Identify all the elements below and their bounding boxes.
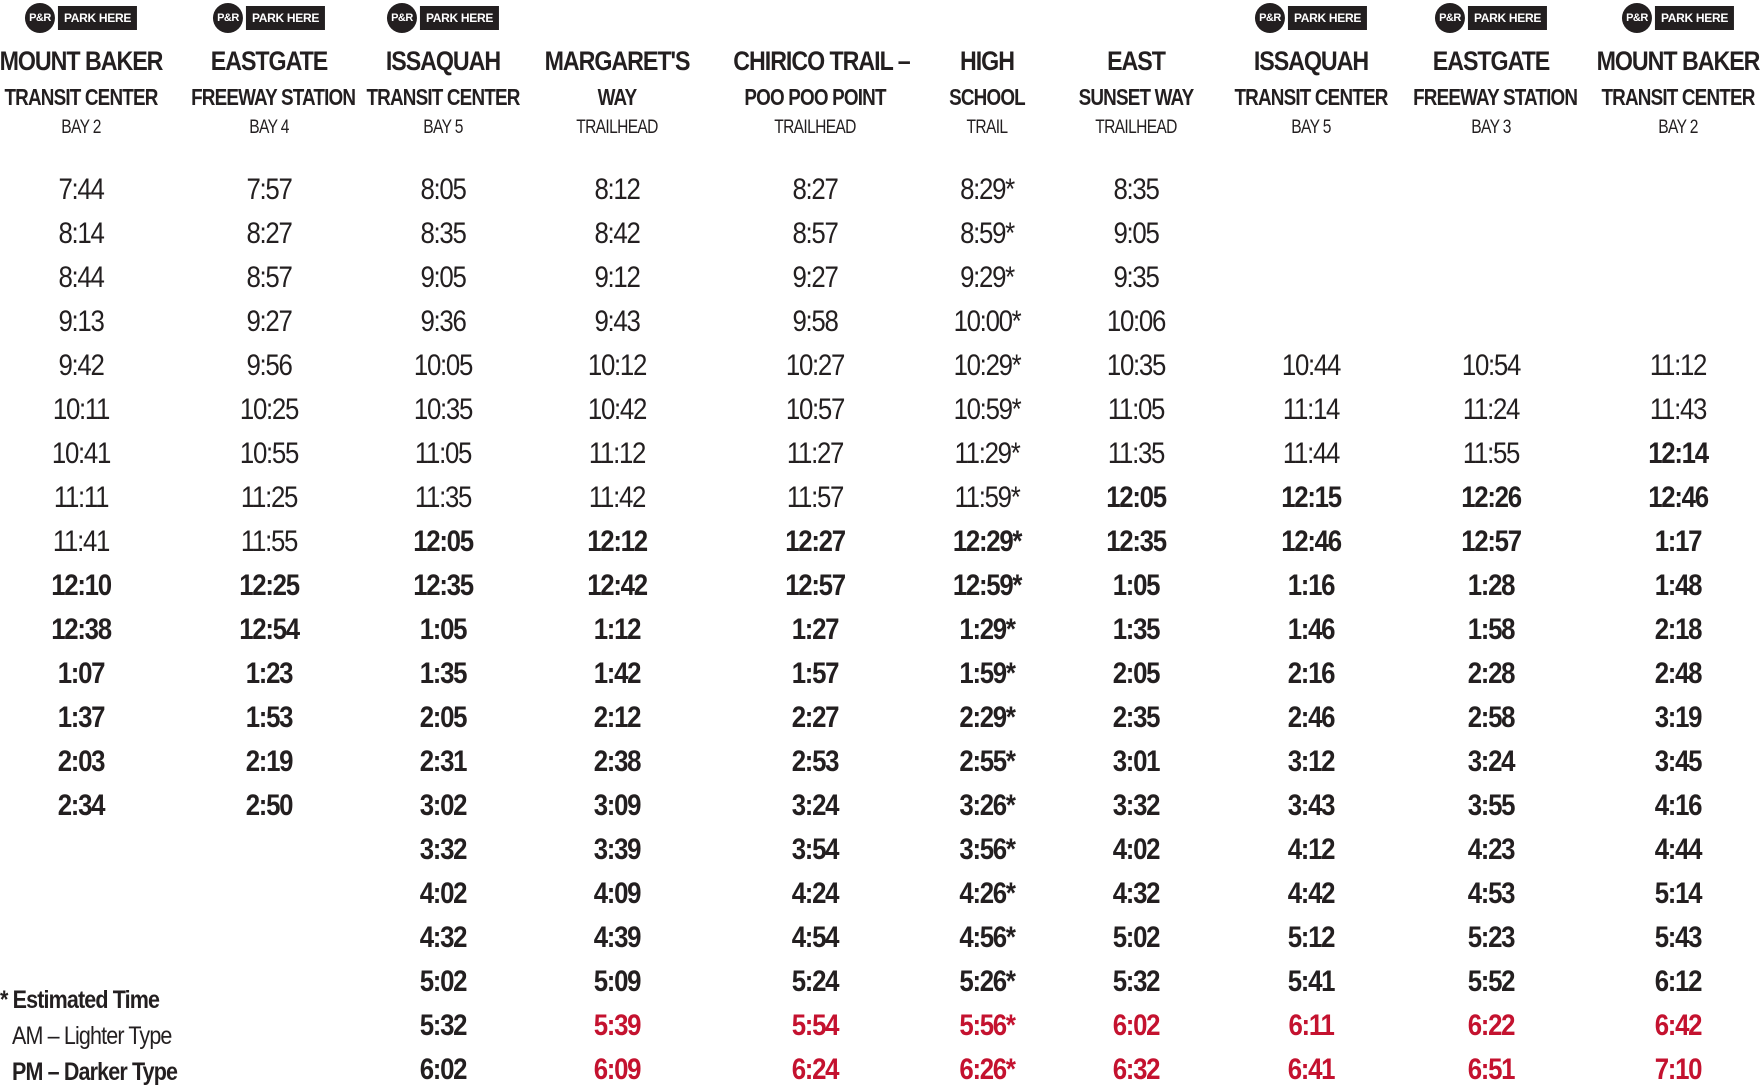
departure-time: 8:35 bbox=[420, 217, 466, 250]
departure-time: 1:12 bbox=[593, 613, 641, 646]
departure-time: 1:05 bbox=[419, 613, 467, 646]
departure-time: 8:27 bbox=[246, 217, 292, 250]
departure-time: 11:57 bbox=[786, 481, 844, 514]
departure-time: 1:58 bbox=[1467, 613, 1515, 646]
departure-time: 5:24 bbox=[791, 965, 839, 998]
departure-time: 11:43 bbox=[1649, 393, 1707, 426]
departure-time: 12:35 bbox=[1106, 525, 1166, 558]
departure-time: 11:11 bbox=[53, 481, 109, 514]
departure-time: 10:41 bbox=[51, 437, 111, 470]
departure-time: 5:09 bbox=[593, 965, 641, 998]
departure-time: 4:02 bbox=[419, 877, 467, 910]
departure-time: 1:05 bbox=[1112, 569, 1160, 602]
departure-time: 9:56 bbox=[246, 349, 292, 382]
stop-subtitle: SCHOOL bbox=[949, 84, 1025, 110]
departure-time: 5:32 bbox=[419, 1009, 467, 1042]
departure-time: 1:42 bbox=[593, 657, 641, 690]
park-ride-icon: P&R bbox=[25, 3, 55, 33]
departure-time: 2:58 bbox=[1467, 701, 1515, 734]
departure-time: 5:12 bbox=[1287, 921, 1335, 954]
park-ride-badge bbox=[1435, 3, 1547, 33]
departure-time: 4:02 bbox=[1112, 833, 1160, 866]
departure-time: 10:35 bbox=[1106, 349, 1166, 382]
departure-time: 6:02 bbox=[419, 1053, 467, 1086]
departure-time: 11:25 bbox=[240, 481, 298, 514]
departure-time: 11:24 bbox=[1462, 393, 1520, 426]
departure-time: 1:57 bbox=[791, 657, 839, 690]
departure-time: 1:23 bbox=[245, 657, 293, 690]
departure-time: 2:27 bbox=[791, 701, 839, 734]
stop-subtitle: WAY bbox=[597, 84, 637, 110]
departure-time: 1:53 bbox=[245, 701, 293, 734]
departure-time: 7:44 bbox=[58, 173, 104, 206]
departure-time: 1:37 bbox=[57, 701, 105, 734]
departure-time: 11:59* bbox=[954, 481, 1020, 514]
park-ride-badge bbox=[1622, 3, 1734, 33]
park-ride-icon: P&R bbox=[1435, 3, 1465, 33]
departure-time: 3:54 bbox=[791, 833, 839, 866]
departure-time: 12:42 bbox=[587, 569, 647, 602]
departure-time: 2:31 bbox=[419, 745, 467, 778]
departure-time: 10:42 bbox=[587, 393, 647, 426]
park-here-label: PARK HERE bbox=[1655, 6, 1734, 30]
departure-time: 12:27 bbox=[785, 525, 845, 558]
departure-time: 12:12 bbox=[587, 525, 647, 558]
departure-time: 8:14 bbox=[58, 217, 104, 250]
departure-time: 3:32 bbox=[1112, 789, 1160, 822]
departure-time: 9:35 bbox=[1113, 261, 1159, 294]
departure-time: 4:12 bbox=[1287, 833, 1335, 866]
stop-detail: TRAIL bbox=[966, 117, 1008, 138]
departure-time: 11:29* bbox=[954, 437, 1020, 470]
park-here-label: PARK HERE bbox=[246, 6, 325, 30]
stop-name: HIGH bbox=[960, 46, 1014, 76]
departure-time: 1:17 bbox=[1654, 525, 1702, 558]
departure-time: 10:55 bbox=[239, 437, 299, 470]
departure-time: 3:55 bbox=[1467, 789, 1515, 822]
departure-time: 10:59* bbox=[953, 393, 1021, 426]
departure-time: 2:46 bbox=[1287, 701, 1335, 734]
departure-time: 1:35 bbox=[419, 657, 467, 690]
departure-time: 8:12 bbox=[594, 173, 640, 206]
departure-time: 3:32 bbox=[419, 833, 467, 866]
departure-time: 4:23 bbox=[1467, 833, 1515, 866]
departure-time: 5:02 bbox=[419, 965, 467, 998]
departure-time: 6:51 bbox=[1467, 1053, 1515, 1086]
departure-time: 1:07 bbox=[57, 657, 105, 690]
departure-time: 11:05 bbox=[414, 437, 472, 470]
stop-subtitle: TRANSIT CENTER bbox=[1234, 84, 1388, 110]
departure-time: 2:34 bbox=[57, 789, 105, 822]
departure-time: 3:45 bbox=[1654, 745, 1702, 778]
departure-time: 12:57 bbox=[1461, 525, 1521, 558]
departure-time: 1:48 bbox=[1654, 569, 1702, 602]
legend-estimated: * Estimated Time bbox=[0, 986, 160, 1014]
departure-time: 2:28 bbox=[1467, 657, 1515, 690]
departure-time: 11:12 bbox=[588, 437, 646, 470]
departure-time: 7:57 bbox=[246, 173, 292, 206]
departure-time: 8:27 bbox=[792, 173, 838, 206]
departure-time: 3:26* bbox=[959, 789, 1015, 822]
departure-time: 2:48 bbox=[1654, 657, 1702, 690]
stop-subtitle: TRANSIT CENTER bbox=[1601, 84, 1755, 110]
departure-time: 1:29* bbox=[959, 613, 1015, 646]
stop-name: ISSAQUAH bbox=[1253, 46, 1369, 76]
park-here-label: PARK HERE bbox=[1288, 6, 1367, 30]
departure-time: 6:02 bbox=[1112, 1009, 1160, 1042]
departure-time: 4:39 bbox=[593, 921, 641, 954]
departure-time: 12:38 bbox=[51, 613, 111, 646]
stop-name: MOUNT BAKER bbox=[1596, 46, 1760, 76]
departure-time: 11:35 bbox=[1107, 437, 1165, 470]
departure-time: 12:35 bbox=[413, 569, 473, 602]
departure-time: 8:57 bbox=[792, 217, 838, 250]
departure-time: 6:26* bbox=[959, 1053, 1015, 1086]
departure-time: 9:42 bbox=[58, 349, 104, 382]
departure-time: 9:29* bbox=[960, 261, 1014, 294]
park-ride-icon: P&R bbox=[387, 3, 417, 33]
departure-time: 1:28 bbox=[1467, 569, 1515, 602]
departure-time: 2:03 bbox=[57, 745, 105, 778]
stop-name: MARGARET'S bbox=[544, 46, 690, 76]
stop-detail: BAY 5 bbox=[1291, 117, 1331, 138]
stop-detail: BAY 4 bbox=[249, 117, 289, 138]
departure-time: 9:05 bbox=[420, 261, 466, 294]
departure-time: 10:54 bbox=[1461, 349, 1521, 382]
departure-time: 9:13 bbox=[58, 305, 104, 338]
departure-time: 6:12 bbox=[1654, 965, 1702, 998]
departure-time: 12:57 bbox=[785, 569, 845, 602]
departure-time: 8:29* bbox=[960, 173, 1014, 206]
departure-time: 7:10 bbox=[1654, 1053, 1702, 1086]
departure-time: 5:56* bbox=[959, 1009, 1015, 1042]
departure-time: 12:05 bbox=[413, 525, 473, 558]
departure-time: 5:39 bbox=[593, 1009, 641, 1042]
park-ride-badge bbox=[25, 3, 137, 33]
departure-time: 3:02 bbox=[419, 789, 467, 822]
departure-time: 12:10 bbox=[51, 569, 111, 602]
departure-time: 9:27 bbox=[792, 261, 838, 294]
legend-pm: PM – Darker Type bbox=[12, 1058, 178, 1086]
departure-time: 3:43 bbox=[1287, 789, 1335, 822]
departure-time: 1:27 bbox=[791, 613, 839, 646]
departure-time: 11:44 bbox=[1282, 437, 1340, 470]
departure-time: 12:46 bbox=[1648, 481, 1708, 514]
stop-subtitle: FREEWAY STATION bbox=[191, 84, 356, 110]
departure-time: 5:02 bbox=[1112, 921, 1160, 954]
stop-detail: TRAILHEAD bbox=[1095, 117, 1177, 138]
departure-time: 3:56* bbox=[959, 833, 1015, 866]
departure-time: 10:11 bbox=[52, 393, 110, 426]
stop-name: EAST bbox=[1107, 46, 1165, 76]
departure-time: 10:57 bbox=[785, 393, 845, 426]
stop-subtitle: TRANSIT CENTER bbox=[366, 84, 520, 110]
departure-time: 5:26* bbox=[959, 965, 1015, 998]
stop-name: EASTGATE bbox=[210, 46, 328, 76]
departure-time: 10:25 bbox=[239, 393, 299, 426]
park-here-label: PARK HERE bbox=[1468, 6, 1547, 30]
departure-time: 9:12 bbox=[594, 261, 640, 294]
departure-time: 5:54 bbox=[791, 1009, 839, 1042]
departure-time: 10:44 bbox=[1281, 349, 1341, 382]
stop-detail: BAY 2 bbox=[1658, 117, 1698, 138]
departure-time: 12:59* bbox=[952, 569, 1022, 602]
departure-time: 4:26* bbox=[959, 877, 1015, 910]
departure-time: 10:05 bbox=[413, 349, 473, 382]
departure-time: 8:05 bbox=[420, 173, 466, 206]
park-ride-icon: P&R bbox=[213, 3, 243, 33]
departure-time: 3:39 bbox=[593, 833, 641, 866]
departure-time: 12:54 bbox=[239, 613, 299, 646]
departure-time: 11:14 bbox=[1282, 393, 1340, 426]
stop-subtitle: SUNSET WAY bbox=[1078, 84, 1194, 110]
stop-name: ISSAQUAH bbox=[385, 46, 501, 76]
park-ride-icon: P&R bbox=[1622, 3, 1652, 33]
park-here-label: PARK HERE bbox=[58, 6, 137, 30]
departure-time: 8:57 bbox=[246, 261, 292, 294]
park-ride-icon: P&R bbox=[1255, 3, 1285, 33]
departure-time: 9:58 bbox=[792, 305, 838, 338]
departure-time: 8:42 bbox=[594, 217, 640, 250]
stop-name: CHIRICO TRAIL – bbox=[733, 46, 910, 76]
departure-time: 6:09 bbox=[593, 1053, 641, 1086]
departure-time: 6:11 bbox=[1288, 1009, 1334, 1042]
departure-time: 12:29* bbox=[952, 525, 1022, 558]
departure-time: 9:43 bbox=[594, 305, 640, 338]
departure-time: 2:12 bbox=[593, 701, 641, 734]
departure-time: 2:29* bbox=[959, 701, 1015, 734]
departure-time: 10:12 bbox=[587, 349, 647, 382]
departure-time: 1:35 bbox=[1112, 613, 1160, 646]
departure-time: 8:44 bbox=[58, 261, 104, 294]
stop-detail: TRAILHEAD bbox=[774, 117, 856, 138]
departure-time: 4:53 bbox=[1467, 877, 1515, 910]
departure-time: 9:36 bbox=[420, 305, 466, 338]
departure-time: 3:01 bbox=[1112, 745, 1160, 778]
stop-subtitle: POO POO POINT bbox=[744, 84, 886, 110]
departure-time: 3:19 bbox=[1654, 701, 1702, 734]
departure-time: 12:25 bbox=[239, 569, 299, 602]
departure-time: 9:27 bbox=[246, 305, 292, 338]
departure-time: 5:52 bbox=[1467, 965, 1515, 998]
legend-am: AM – Lighter Type bbox=[12, 1022, 172, 1050]
departure-time: 5:32 bbox=[1112, 965, 1160, 998]
park-ride-badge bbox=[1255, 3, 1367, 33]
departure-time: 5:41 bbox=[1287, 965, 1335, 998]
departure-time: 2:16 bbox=[1287, 657, 1335, 690]
departure-time: 5:43 bbox=[1654, 921, 1702, 954]
stop-detail: BAY 2 bbox=[61, 117, 101, 138]
departure-time: 3:09 bbox=[593, 789, 641, 822]
departure-time: 3:24 bbox=[791, 789, 839, 822]
departure-time: 8:59* bbox=[960, 217, 1014, 250]
departure-time: 1:59* bbox=[959, 657, 1015, 690]
departure-time: 2:55* bbox=[959, 745, 1015, 778]
departure-time: 11:41 bbox=[52, 525, 110, 558]
departure-time: 11:55 bbox=[240, 525, 298, 558]
departure-time: 2:05 bbox=[419, 701, 467, 734]
departure-time: 2:05 bbox=[1112, 657, 1160, 690]
departure-time: 2:18 bbox=[1654, 613, 1702, 646]
departure-time: 4:54 bbox=[791, 921, 839, 954]
departure-time: 10:35 bbox=[413, 393, 473, 426]
departure-time: 3:24 bbox=[1467, 745, 1515, 778]
departure-time: 12:15 bbox=[1281, 481, 1341, 514]
departure-time: 6:22 bbox=[1467, 1009, 1515, 1042]
departure-time: 11:35 bbox=[414, 481, 472, 514]
departure-time: 10:29* bbox=[953, 349, 1021, 382]
park-here-label: PARK HERE bbox=[420, 6, 499, 30]
departure-time: 6:32 bbox=[1112, 1053, 1160, 1086]
departure-time: 6:41 bbox=[1287, 1053, 1335, 1086]
departure-time: 11:55 bbox=[1462, 437, 1520, 470]
departure-time: 6:42 bbox=[1654, 1009, 1702, 1042]
stop-name: EASTGATE bbox=[1432, 46, 1550, 76]
departure-time: 11:05 bbox=[1107, 393, 1165, 426]
departure-time: 4:24 bbox=[791, 877, 839, 910]
departure-time: 4:44 bbox=[1654, 833, 1702, 866]
departure-time: 4:56* bbox=[959, 921, 1015, 954]
departure-time: 6:24 bbox=[791, 1053, 839, 1086]
departure-time: 2:53 bbox=[791, 745, 839, 778]
departure-time: 10:06 bbox=[1106, 305, 1166, 338]
departure-time: 12:14 bbox=[1648, 437, 1708, 470]
departure-time: 4:09 bbox=[593, 877, 641, 910]
departure-time: 12:46 bbox=[1281, 525, 1341, 558]
departure-time: 11:42 bbox=[588, 481, 646, 514]
departure-time: 4:32 bbox=[419, 921, 467, 954]
stop-detail: TRAILHEAD bbox=[576, 117, 658, 138]
stop-subtitle: TRANSIT CENTER bbox=[4, 84, 158, 110]
departure-time: 3:12 bbox=[1287, 745, 1335, 778]
departure-time: 11:27 bbox=[786, 437, 844, 470]
departure-time: 1:16 bbox=[1287, 569, 1335, 602]
departure-time: 12:05 bbox=[1106, 481, 1166, 514]
departure-time: 4:42 bbox=[1287, 877, 1335, 910]
park-ride-badge bbox=[213, 3, 325, 33]
departure-time: 10:00* bbox=[953, 305, 1021, 338]
departure-time: 2:35 bbox=[1112, 701, 1160, 734]
departure-time: 9:05 bbox=[1113, 217, 1159, 250]
stop-subtitle: FREEWAY STATION bbox=[1413, 84, 1578, 110]
legend bbox=[0, 982, 177, 1090]
stop-detail: BAY 5 bbox=[423, 117, 463, 138]
departure-time: 5:14 bbox=[1654, 877, 1702, 910]
departure-time: 10:27 bbox=[785, 349, 845, 382]
departure-time: 2:38 bbox=[593, 745, 641, 778]
departure-time: 8:35 bbox=[1113, 173, 1159, 206]
departure-time: 11:12 bbox=[1649, 349, 1707, 382]
park-ride-badge bbox=[387, 3, 499, 33]
departure-time: 12:26 bbox=[1461, 481, 1521, 514]
stop-name: MOUNT BAKER bbox=[0, 46, 163, 76]
departure-time: 1:46 bbox=[1287, 613, 1335, 646]
departure-time: 2:19 bbox=[245, 745, 293, 778]
departure-time: 2:50 bbox=[245, 789, 293, 822]
departure-time: 4:16 bbox=[1654, 789, 1702, 822]
departure-time: 4:32 bbox=[1112, 877, 1160, 910]
stop-detail: BAY 3 bbox=[1471, 117, 1511, 138]
departure-time: 5:23 bbox=[1467, 921, 1515, 954]
